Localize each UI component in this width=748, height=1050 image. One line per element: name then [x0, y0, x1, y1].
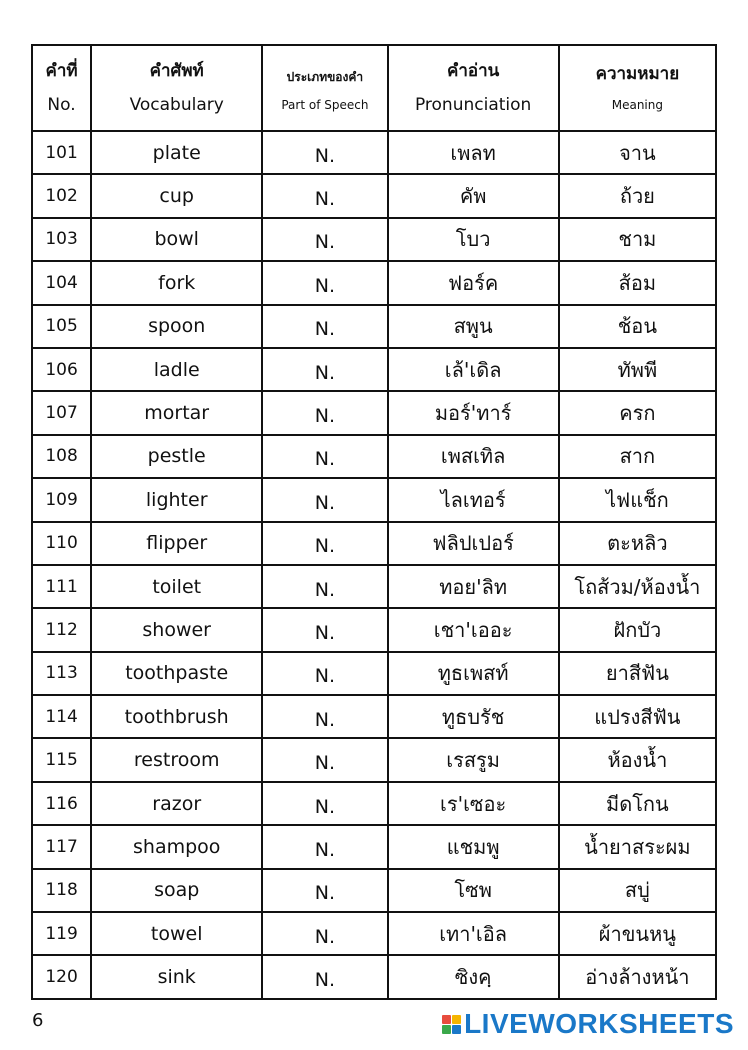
table-row	[32, 825, 716, 868]
cell-vocabulary: soap	[91, 869, 262, 912]
cell-meaning: น้ำยาสระผม	[559, 825, 716, 868]
cell-part-of-speech: N.	[262, 435, 387, 478]
cell-meaning: ฝักบัว	[559, 608, 716, 651]
header-vocabulary-english: Vocabulary	[129, 95, 224, 115]
cell-meaning: สบู่	[559, 869, 716, 912]
cell-meaning: มีดโกน	[559, 782, 716, 825]
table-row	[32, 869, 716, 912]
cell-number: 102	[32, 174, 91, 217]
logo-square-blue	[452, 1025, 461, 1034]
cell-vocabulary: restroom	[91, 738, 262, 781]
table-row	[32, 522, 716, 565]
cell-part-of-speech: N.	[262, 955, 387, 998]
cell-vocabulary: flipper	[91, 522, 262, 565]
cell-meaning: ถ้วย	[559, 174, 716, 217]
cell-meaning: โถส้วม/ห้องน้ำ	[559, 565, 716, 608]
logo-square-yellow	[452, 1015, 461, 1024]
cell-number: 120	[32, 955, 91, 998]
header-part-of-speech-english: Part of Speech	[281, 98, 369, 112]
table-row	[32, 782, 716, 825]
header-vocabulary-thai: คำศัพท์	[149, 61, 204, 81]
cell-number: 110	[32, 522, 91, 565]
table-header-row	[32, 45, 716, 131]
header-no-thai: คำที่	[45, 61, 78, 81]
cell-vocabulary: bowl	[91, 218, 262, 261]
cell-meaning: ช้อน	[559, 305, 716, 348]
cell-part-of-speech: N.	[262, 912, 387, 955]
header-part-of-speech	[262, 45, 387, 131]
cell-vocabulary: toothpaste	[91, 652, 262, 695]
cell-number: 114	[32, 695, 91, 738]
cell-number: 115	[32, 738, 91, 781]
cell-part-of-speech: N.	[262, 391, 387, 434]
cell-pronunciation: เทา'เอิล	[388, 912, 559, 955]
cell-meaning: ห้องน้ำ	[559, 738, 716, 781]
cell-meaning: ครก	[559, 391, 716, 434]
cell-number: 112	[32, 608, 91, 651]
cell-vocabulary: sink	[91, 955, 262, 998]
table-row	[32, 912, 716, 955]
cell-meaning: จาน	[559, 131, 716, 174]
cell-vocabulary: toilet	[91, 565, 262, 608]
cell-vocabulary: ladle	[91, 348, 262, 391]
table-row	[32, 652, 716, 695]
cell-part-of-speech: N.	[262, 305, 387, 348]
cell-vocabulary: cup	[91, 174, 262, 217]
cell-meaning: ผ้าขนหนู	[559, 912, 716, 955]
cell-number: 119	[32, 912, 91, 955]
cell-part-of-speech: N.	[262, 348, 387, 391]
cell-pronunciation: ทอย'ลิท	[388, 565, 559, 608]
header-pronunciation-thai: คำอ่าน	[446, 61, 500, 81]
table-row	[32, 738, 716, 781]
header-meaning-thai: ความหมาย	[595, 64, 680, 84]
cell-number: 118	[32, 869, 91, 912]
liveworksheets-logo-icon	[442, 1015, 461, 1034]
cell-meaning: ตะหลิว	[559, 522, 716, 565]
cell-vocabulary: razor	[91, 782, 262, 825]
vocabulary-table	[31, 44, 717, 1000]
table-row	[32, 608, 716, 651]
cell-vocabulary: fork	[91, 261, 262, 304]
cell-vocabulary: mortar	[91, 391, 262, 434]
cell-meaning: ชาม	[559, 218, 716, 261]
table-body	[32, 131, 716, 999]
cell-pronunciation: เพสเทิล	[388, 435, 559, 478]
cell-pronunciation: ฟลิปเปอร์	[388, 522, 559, 565]
cell-part-of-speech: N.	[262, 869, 387, 912]
liveworksheets-wordmark: LIVEWORKSHEETS	[464, 1008, 734, 1039]
cell-pronunciation: สพูน	[388, 305, 559, 348]
cell-number: 107	[32, 391, 91, 434]
cell-pronunciation: ทูธเพสท์	[388, 652, 559, 695]
header-part-of-speech-thai: ประเภทของคำ	[286, 70, 364, 84]
cell-pronunciation: คัพ	[388, 174, 559, 217]
cell-part-of-speech: N.	[262, 261, 387, 304]
table-row	[32, 174, 716, 217]
cell-meaning: ส้อม	[559, 261, 716, 304]
logo-square-green	[442, 1025, 451, 1034]
table-row	[32, 348, 716, 391]
header-meaning	[559, 45, 716, 131]
cell-number: 117	[32, 825, 91, 868]
cell-pronunciation: ไลเทอร์	[388, 478, 559, 521]
cell-part-of-speech: N.	[262, 218, 387, 261]
cell-number: 116	[32, 782, 91, 825]
cell-number: 109	[32, 478, 91, 521]
cell-vocabulary: plate	[91, 131, 262, 174]
table-row	[32, 261, 716, 304]
cell-part-of-speech: N.	[262, 478, 387, 521]
table-row	[32, 435, 716, 478]
cell-vocabulary: towel	[91, 912, 262, 955]
logo-square-red	[442, 1015, 451, 1024]
cell-number: 108	[32, 435, 91, 478]
cell-vocabulary: pestle	[91, 435, 262, 478]
header-no	[32, 45, 91, 131]
cell-vocabulary: shampoo	[91, 825, 262, 868]
cell-pronunciation: มอร์'ทาร์	[388, 391, 559, 434]
cell-number: 103	[32, 218, 91, 261]
cell-meaning: แปรงสีฟัน	[559, 695, 716, 738]
cell-pronunciation: เล้'เดิล	[388, 348, 559, 391]
cell-meaning: ทัพพี	[559, 348, 716, 391]
cell-meaning: ยาสีฟัน	[559, 652, 716, 695]
cell-number: 106	[32, 348, 91, 391]
cell-number: 104	[32, 261, 91, 304]
table-row	[32, 391, 716, 434]
cell-part-of-speech: N.	[262, 608, 387, 651]
cell-pronunciation: ทูธบรัช	[388, 695, 559, 738]
header-pronunciation	[388, 45, 559, 131]
cell-pronunciation: โซพ	[388, 869, 559, 912]
liveworksheets-logo	[442, 1010, 734, 1038]
page-number: 6	[32, 1010, 44, 1031]
cell-meaning: สาก	[559, 435, 716, 478]
cell-number: 111	[32, 565, 91, 608]
cell-vocabulary: shower	[91, 608, 262, 651]
cell-part-of-speech: N.	[262, 652, 387, 695]
cell-pronunciation: แชมพู	[388, 825, 559, 868]
cell-part-of-speech: N.	[262, 131, 387, 174]
cell-meaning: อ่างล้างหน้า	[559, 955, 716, 998]
cell-meaning: ไฟแช็ก	[559, 478, 716, 521]
cell-part-of-speech: N.	[262, 738, 387, 781]
cell-number: 101	[32, 131, 91, 174]
cell-part-of-speech: N.	[262, 695, 387, 738]
cell-pronunciation: โบว	[388, 218, 559, 261]
table-row	[32, 955, 716, 998]
cell-pronunciation: เรสรูม	[388, 738, 559, 781]
cell-pronunciation: เร'เซอะ	[388, 782, 559, 825]
header-vocabulary	[91, 45, 262, 131]
cell-part-of-speech: N.	[262, 825, 387, 868]
table-row	[32, 478, 716, 521]
cell-part-of-speech: N.	[262, 782, 387, 825]
cell-pronunciation: ฟอร์ค	[388, 261, 559, 304]
cell-vocabulary: lighter	[91, 478, 262, 521]
cell-pronunciation: เชา'เออะ	[388, 608, 559, 651]
cell-number: 105	[32, 305, 91, 348]
cell-vocabulary: toothbrush	[91, 695, 262, 738]
cell-part-of-speech: N.	[262, 522, 387, 565]
table-row	[32, 218, 716, 261]
table-row	[32, 305, 716, 348]
cell-part-of-speech: N.	[262, 174, 387, 217]
table-row	[32, 131, 716, 174]
table-row	[32, 565, 716, 608]
cell-pronunciation: ซิงคฺ	[388, 955, 559, 998]
cell-part-of-speech: N.	[262, 565, 387, 608]
header-meaning-english: Meaning	[611, 98, 663, 112]
cell-number: 113	[32, 652, 91, 695]
cell-vocabulary: spoon	[91, 305, 262, 348]
header-no-english: No.	[47, 95, 76, 115]
table-row	[32, 695, 716, 738]
header-pronunciation-english: Pronunciation	[414, 95, 532, 115]
cell-pronunciation: เพลท	[388, 131, 559, 174]
